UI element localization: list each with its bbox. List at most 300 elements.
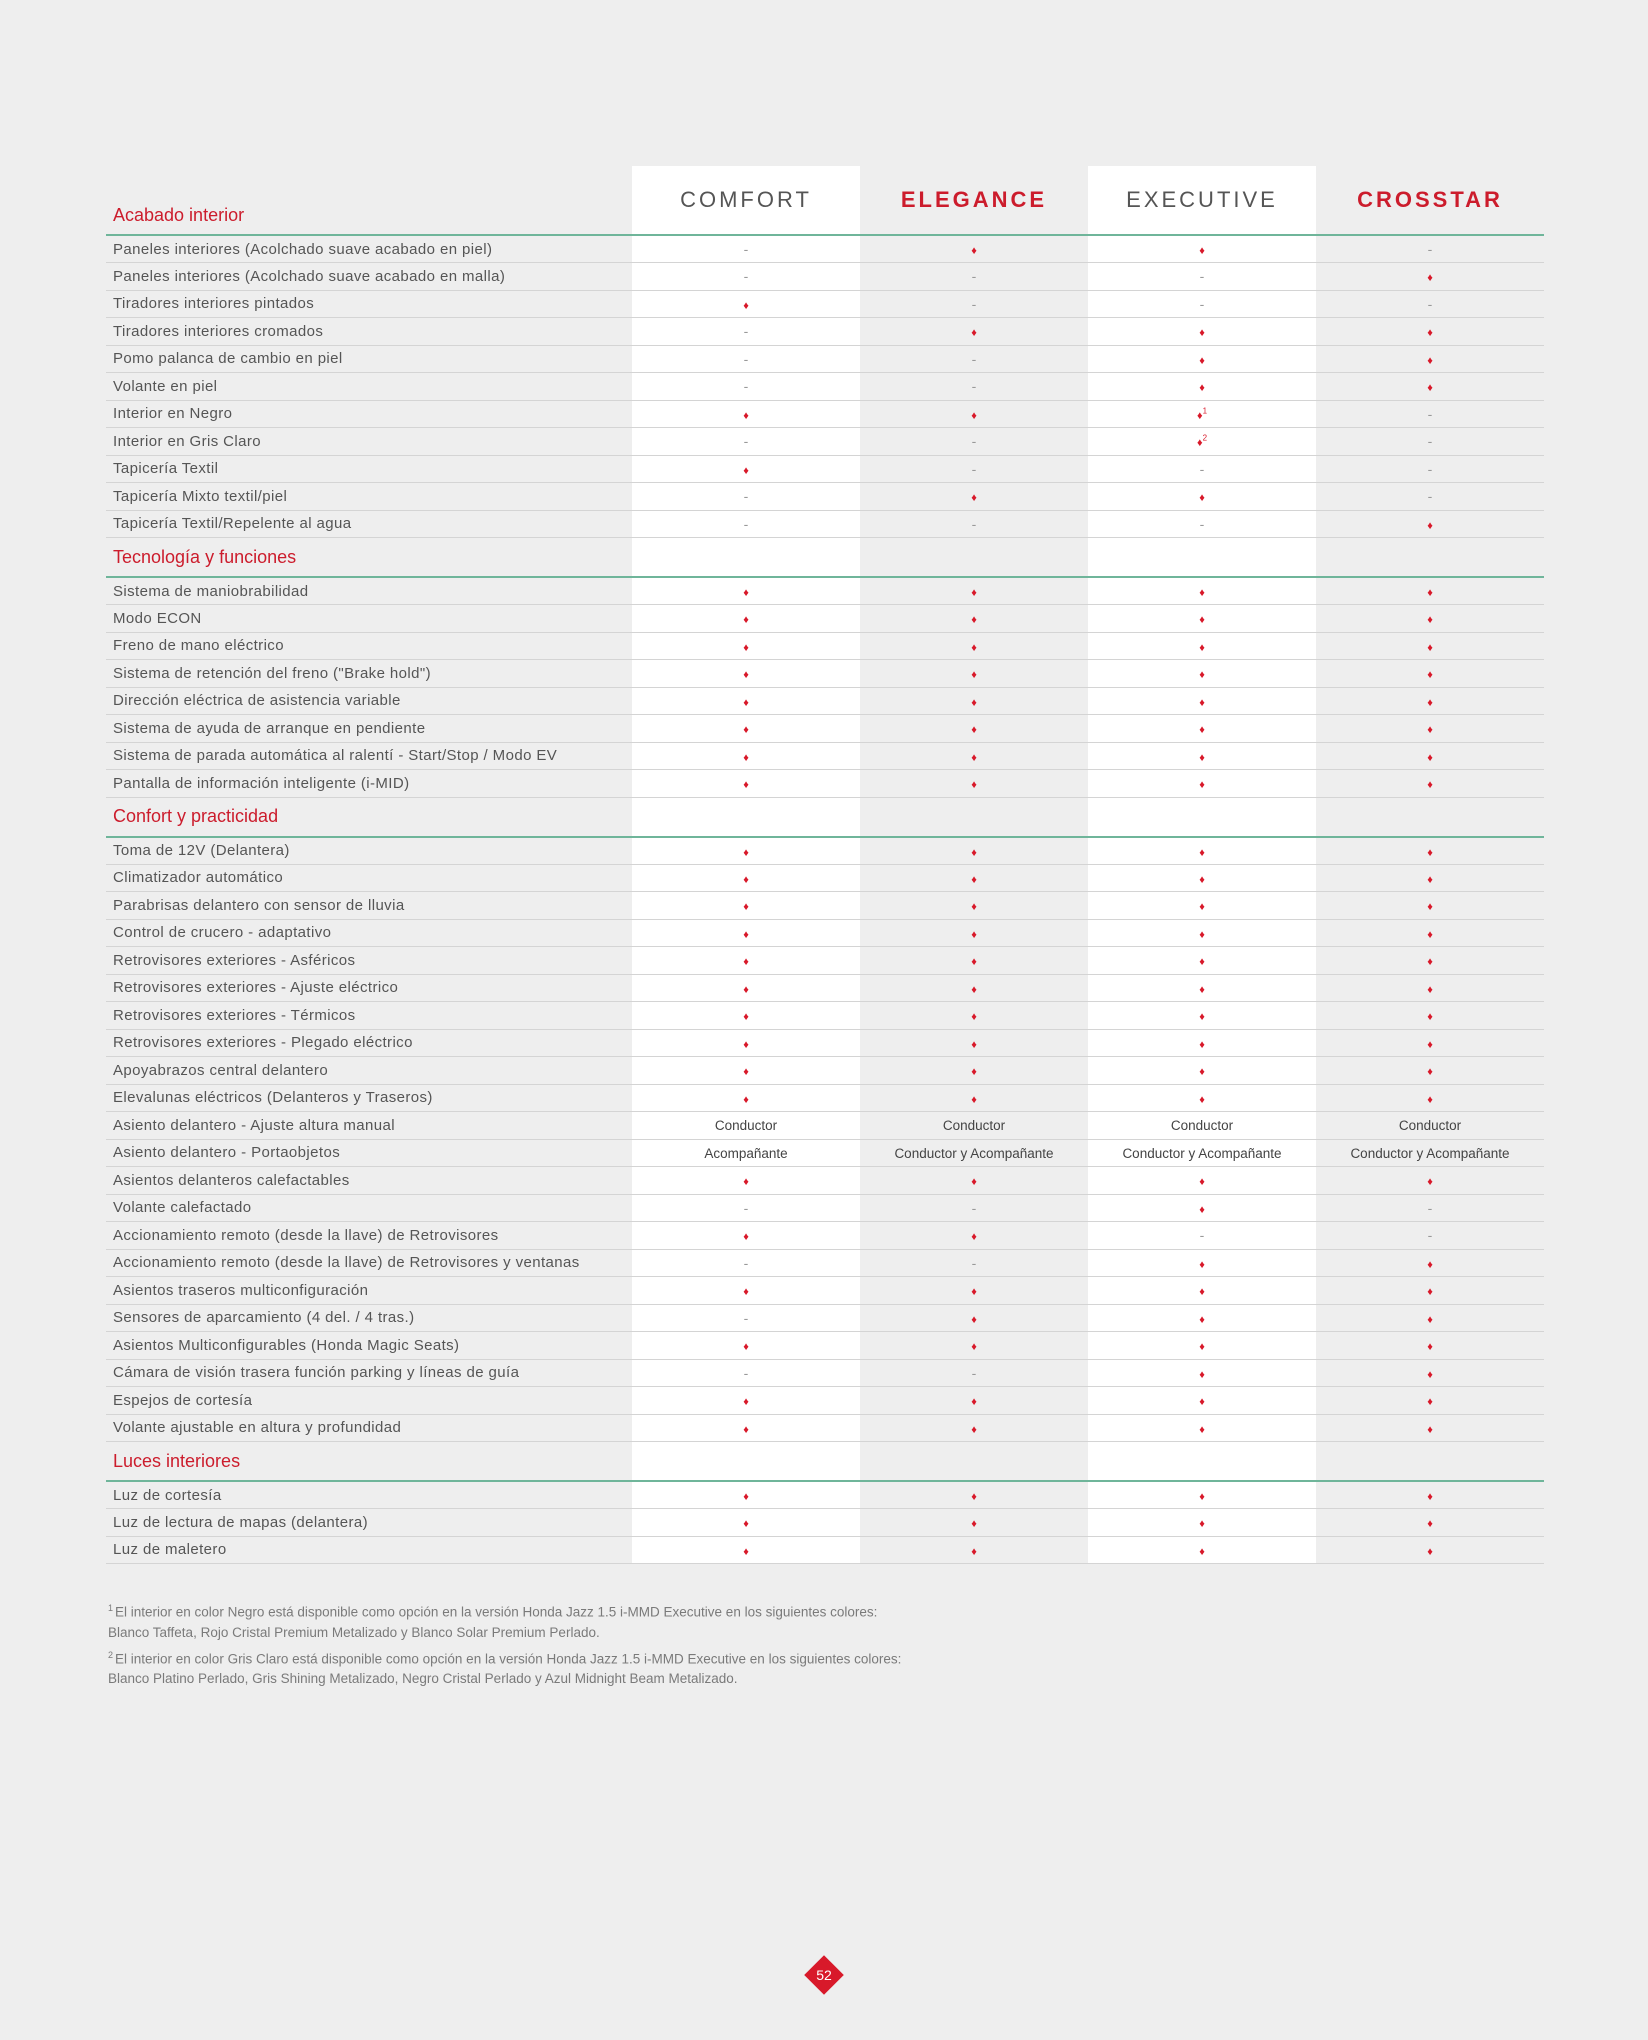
value-cell-comfort — [632, 577, 860, 605]
value-cell-crosstar — [1316, 1414, 1544, 1442]
standard-diamond-icon: ♦ — [971, 1176, 977, 1189]
value-cell-comfort — [632, 1167, 860, 1195]
value-cell-comfort — [632, 1536, 860, 1564]
table-row — [106, 1304, 1544, 1332]
standard-diamond-icon: ♦ — [1196, 409, 1203, 422]
value-cell-executive — [1088, 715, 1316, 743]
standard-diamond-icon: ♦ — [743, 956, 749, 969]
standard-diamond-icon: ♦ — [743, 1545, 749, 1558]
value-cell-comfort — [632, 1112, 860, 1140]
value-cell-executive — [1088, 1332, 1316, 1360]
standard-diamond-icon: ♦ — [743, 1491, 749, 1503]
value-cell-crosstar — [1316, 373, 1544, 401]
feature-label: Retrovisores exteriores - Ajuste eléctrico — [113, 979, 399, 997]
value-cell-crosstar — [1316, 605, 1544, 633]
not-available-dash: - — [743, 433, 749, 450]
footnote-line: Blanco Platino Perlado, Gris Shining Metalizado, Negro Cristal Perlado y Azul Midnight Beam Metalizado. — [108, 1671, 738, 1686]
standard-diamond-icon: ♦ — [743, 299, 749, 312]
value-text: Conductor — [942, 1118, 1006, 1134]
not-available-dash: - — [743, 1309, 749, 1326]
table-row — [106, 1481, 1544, 1509]
value-cell-crosstar — [1316, 1112, 1544, 1140]
value-cell-comfort — [632, 864, 860, 892]
feature-label: Luz de cortesía — [113, 1486, 222, 1504]
standard-diamond-icon: ♦ — [1199, 846, 1205, 859]
standard-diamond-icon: ♦ — [1199, 641, 1205, 654]
feature-label: Asiento delantero - Ajuste altura manual — [113, 1116, 395, 1134]
not-available-dash: - — [743, 1199, 749, 1216]
value-cell-comfort — [632, 263, 860, 291]
section-spacer-cell — [1316, 797, 1544, 837]
table-row — [106, 1167, 1544, 1195]
value-cell-crosstar — [1316, 632, 1544, 660]
not-available-dash: - — [971, 295, 977, 312]
value-cell-elegance — [860, 1481, 1088, 1509]
value-cell-comfort — [632, 1139, 860, 1167]
value-cell-elegance — [860, 742, 1088, 770]
table-row — [106, 1002, 1544, 1030]
standard-diamond-icon: ♦ — [1427, 1093, 1433, 1106]
value-text: Acompañante — [704, 1145, 788, 1161]
value-cell-crosstar — [1316, 919, 1544, 947]
value-cell-executive — [1088, 577, 1316, 605]
table-row — [106, 1057, 1544, 1085]
section-spacer-cell — [1316, 1442, 1544, 1482]
feature-label: Asientos Multiconfigurables (Honda Magic Seats) — [113, 1336, 460, 1354]
table-row — [106, 605, 1544, 633]
standard-diamond-icon: ♦ — [743, 409, 749, 422]
value-cell-crosstar — [1316, 483, 1544, 511]
value-cell-elegance — [860, 1536, 1088, 1564]
value-cell-comfort — [632, 919, 860, 947]
not-available-dash: - — [971, 350, 977, 367]
standard-diamond-icon: ♦ — [743, 901, 749, 914]
standard-diamond-icon: ♦ — [1427, 1396, 1433, 1409]
standard-diamond-icon: ♦ — [1427, 1313, 1433, 1326]
feature-label: Sistema de parada automática al ralentí - Start/Stop / Modo EV — [113, 747, 558, 765]
value-cell-executive — [1088, 235, 1316, 263]
value-cell-executive — [1088, 864, 1316, 892]
section-title: Luces interiores — [113, 1450, 241, 1471]
value-cell-elegance — [860, 1304, 1088, 1332]
table-row — [106, 577, 1544, 605]
not-available-dash: - — [971, 433, 977, 450]
not-available-dash: - — [1427, 460, 1433, 477]
standard-diamond-icon: ♦ — [743, 464, 749, 477]
value-cell-elegance — [860, 605, 1088, 633]
value-cell-executive — [1088, 1414, 1316, 1442]
value-cell-comfort — [632, 742, 860, 770]
table-row — [106, 687, 1544, 715]
section-spacer-cell — [1088, 797, 1316, 837]
standard-diamond-icon: ♦ — [971, 587, 977, 599]
value-cell-crosstar — [1316, 455, 1544, 483]
standard-diamond-icon: ♦ — [1427, 846, 1433, 859]
feature-label: Paneles interiores (Acolchado suave acabado en malla) — [113, 267, 506, 285]
standard-diamond-icon: ♦ — [1199, 1396, 1205, 1409]
standard-diamond-icon: ♦ — [1427, 1176, 1433, 1189]
value-cell-crosstar — [1316, 263, 1544, 291]
feature-label: Control de crucero - adaptativo — [113, 924, 332, 942]
value-cell-executive — [1088, 483, 1316, 511]
table-row — [106, 892, 1544, 920]
not-available-dash: - — [743, 488, 749, 505]
standard-diamond-icon: ♦ — [971, 409, 977, 422]
value-cell-executive — [1088, 947, 1316, 975]
table-row — [106, 1509, 1544, 1537]
value-cell-crosstar — [1316, 1057, 1544, 1085]
section-spacer-cell — [1088, 538, 1316, 578]
value-cell-crosstar — [1316, 1536, 1544, 1564]
table-row — [106, 1222, 1544, 1250]
feature-label: Tiradores interiores cromados — [113, 322, 324, 340]
standard-diamond-icon: ♦ — [1199, 696, 1205, 709]
value-cell-executive — [1088, 1139, 1316, 1167]
footnote-mark: 1 — [108, 1603, 114, 1613]
section-header-row — [106, 166, 1544, 235]
standard-diamond-icon: ♦ — [1199, 1093, 1205, 1106]
standard-diamond-icon: ♦ — [1199, 327, 1205, 340]
feature-label: Asientos delanteros calefactables — [113, 1171, 350, 1189]
table-row — [106, 947, 1544, 975]
trim-header-crosstar: CROSSTAR — [1316, 166, 1544, 235]
value-cell-crosstar — [1316, 947, 1544, 975]
value-cell-comfort — [632, 1387, 860, 1415]
standard-diamond-icon: ♦ — [971, 492, 977, 505]
feature-label: Accionamiento remoto (desde la llave) de Retrovisores y ventanas — [113, 1254, 580, 1272]
value-cell-executive — [1088, 1167, 1316, 1195]
standard-diamond-icon: ♦ — [1427, 1258, 1433, 1271]
standard-diamond-icon: ♦ — [1427, 779, 1433, 792]
value-cell-comfort — [632, 974, 860, 1002]
standard-diamond-icon: ♦ — [971, 873, 977, 886]
standard-diamond-icon: ♦ — [971, 1518, 977, 1531]
standard-diamond-icon: ♦ — [743, 1066, 749, 1079]
feature-label: Sensores de aparcamiento (4 del. / 4 tras.) — [113, 1309, 415, 1327]
value-cell-crosstar — [1316, 864, 1544, 892]
footnotes — [108, 1598, 1208, 1691]
standard-diamond-icon: ♦ — [1199, 724, 1205, 737]
table-row — [106, 290, 1544, 318]
table-row — [106, 770, 1544, 798]
value-cell-executive — [1088, 345, 1316, 373]
feature-label: Sistema de retención del freno ("Brake hold") — [113, 664, 431, 682]
value-cell-comfort — [632, 318, 860, 346]
value-cell-comfort — [632, 235, 860, 263]
feature-label: Apoyabrazos central delantero — [113, 1061, 329, 1079]
feature-label: Cámara de visión trasera función parking y líneas de guía — [113, 1364, 520, 1382]
standard-diamond-icon: ♦ — [971, 696, 977, 709]
standard-diamond-icon: ♦ — [1199, 873, 1205, 886]
footnote-line: El interior en color Negro está disponible como opción en la versión Honda Jazz 1.5 i-MMD Executive en los siguientes colores: — [115, 1604, 878, 1620]
standard-diamond-icon: ♦ — [971, 1545, 977, 1558]
value-cell-elegance — [860, 919, 1088, 947]
standard-diamond-icon: ♦ — [1199, 1545, 1205, 1558]
value-cell-crosstar — [1316, 837, 1544, 865]
standard-diamond-icon: ♦ — [1427, 873, 1433, 886]
standard-diamond-icon: ♦ — [971, 1313, 977, 1326]
standard-diamond-icon: ♦ — [743, 1518, 749, 1531]
standard-diamond-icon: ♦ — [1199, 1423, 1205, 1436]
section-spacer-cell — [860, 538, 1088, 578]
standard-diamond-icon: ♦ — [1199, 614, 1205, 627]
standard-diamond-icon: ♦ — [743, 641, 749, 654]
feature-label: Parabrisas delantero con sensor de lluvia — [113, 896, 405, 914]
feature-label: Accionamiento remoto (desde la llave) de Retrovisores — [113, 1226, 499, 1244]
section-spacer-cell — [1088, 1442, 1316, 1482]
standard-diamond-icon: ♦ — [743, 751, 749, 764]
value-cell-executive — [1088, 1002, 1316, 1030]
table-row — [106, 400, 1544, 428]
value-cell-elegance — [860, 1167, 1088, 1195]
not-available-dash: - — [743, 241, 749, 257]
value-cell-comfort — [632, 605, 860, 633]
value-cell-crosstar — [1316, 1387, 1544, 1415]
not-available-dash: - — [1427, 1227, 1433, 1244]
standard-diamond-icon: ♦ — [1199, 492, 1205, 505]
table-row — [106, 318, 1544, 346]
value-cell-comfort — [632, 1509, 860, 1537]
not-available-dash: - — [1199, 460, 1205, 477]
table-row — [106, 235, 1544, 263]
value-cell-comfort — [632, 837, 860, 865]
standard-diamond-icon: ♦ — [971, 1093, 977, 1106]
footnote-mark: 2 — [108, 1649, 114, 1660]
value-cell-comfort — [632, 1029, 860, 1057]
standard-diamond-icon: ♦ — [1427, 1341, 1433, 1354]
standard-diamond-icon: ♦ — [971, 901, 977, 914]
standard-diamond-icon: ♦ — [1427, 327, 1433, 340]
not-available-dash: - — [743, 323, 749, 340]
standard-diamond-icon: ♦ — [971, 245, 977, 257]
feature-label: Retrovisores exteriores - Térmicos — [113, 1006, 356, 1024]
standard-diamond-icon: ♦ — [743, 1396, 749, 1409]
standard-diamond-icon: ♦ — [971, 1038, 977, 1051]
standard-diamond-icon: ♦ — [971, 779, 977, 792]
not-available-dash: - — [1427, 1199, 1433, 1216]
standard-diamond-icon: ♦ — [971, 751, 977, 764]
not-available-dash: - — [971, 378, 977, 395]
value-cell-crosstar — [1316, 1359, 1544, 1387]
not-available-dash: - — [743, 515, 749, 532]
standard-diamond-icon: ♦ — [1427, 751, 1433, 764]
standard-diamond-icon: ♦ — [743, 928, 749, 941]
table-row — [106, 373, 1544, 401]
table-row — [106, 1359, 1544, 1387]
value-cell-elegance — [860, 318, 1088, 346]
value-cell-comfort — [632, 1002, 860, 1030]
value-text: Conductor y Acompañante — [1122, 1145, 1282, 1161]
value-cell-comfort — [632, 510, 860, 538]
value-cell-elegance — [860, 947, 1088, 975]
value-cell-executive — [1088, 263, 1316, 291]
value-cell-executive — [1088, 428, 1316, 456]
value-text: Conductor — [714, 1118, 778, 1134]
feature-label: Espejos de cortesía — [113, 1391, 253, 1409]
not-available-dash: - — [1199, 268, 1205, 285]
value-cell-crosstar — [1316, 577, 1544, 605]
value-text: Conductor — [1398, 1118, 1462, 1134]
standard-diamond-icon: ♦ — [1199, 779, 1205, 792]
standard-diamond-icon: ♦ — [971, 327, 977, 340]
feature-label: Volante ajustable en altura y profundidad — [113, 1419, 402, 1437]
table-row — [106, 510, 1544, 538]
feature-label: Volante calefactado — [113, 1199, 252, 1217]
feature-label: Paneles interiores (Acolchado suave acabado en piel) — [113, 240, 493, 258]
standard-diamond-icon: ♦ — [1427, 1423, 1433, 1436]
value-cell-comfort — [632, 428, 860, 456]
standard-diamond-icon: ♦ — [1427, 587, 1433, 599]
value-cell-crosstar — [1316, 1304, 1544, 1332]
not-available-dash: - — [1427, 241, 1433, 257]
value-cell-elegance — [860, 1332, 1088, 1360]
value-cell-elegance — [860, 864, 1088, 892]
feature-label: Retrovisores exteriores - Plegado eléctrico — [113, 1034, 413, 1052]
feature-label: Asientos traseros multiconfiguración — [113, 1281, 369, 1299]
value-text: Conductor y Acompañante — [894, 1145, 1054, 1161]
feature-label: Pantalla de información inteligente (i-MID) — [113, 774, 410, 792]
section-spacer-cell — [860, 797, 1088, 837]
trim-header-elegance: ELEGANCE — [860, 166, 1088, 235]
value-cell-comfort — [632, 1414, 860, 1442]
value-cell-crosstar — [1316, 428, 1544, 456]
standard-diamond-icon: ♦ — [1199, 1368, 1205, 1381]
value-cell-comfort — [632, 1084, 860, 1112]
value-cell-elegance — [860, 400, 1088, 428]
table-row — [106, 632, 1544, 660]
value-cell-elegance — [860, 1084, 1088, 1112]
feature-label: Climatizador automático — [113, 869, 284, 887]
value-cell-elegance — [860, 483, 1088, 511]
table-row — [106, 428, 1544, 456]
section-spacer-cell — [1316, 538, 1544, 578]
standard-diamond-icon: ♦ — [971, 846, 977, 859]
value-cell-elegance — [860, 1029, 1088, 1057]
value-cell-elegance — [860, 510, 1088, 538]
value-cell-crosstar — [1316, 715, 1544, 743]
standard-diamond-icon: ♦ — [1199, 1286, 1205, 1299]
value-cell-elegance — [860, 837, 1088, 865]
value-cell-elegance — [860, 715, 1088, 743]
value-cell-comfort — [632, 660, 860, 688]
spec-table — [106, 166, 1544, 1564]
standard-diamond-icon: ♦ — [1427, 1518, 1433, 1531]
value-cell-comfort — [632, 1057, 860, 1085]
value-cell-executive — [1088, 318, 1316, 346]
value-cell-executive — [1088, 1481, 1316, 1509]
feature-label: Tapicería Textil/Repelente al agua — [113, 515, 352, 533]
not-available-dash: - — [1427, 433, 1433, 450]
value-cell-executive — [1088, 1029, 1316, 1057]
table-row — [106, 864, 1544, 892]
value-cell-elegance — [860, 1139, 1088, 1167]
value-cell-elegance — [860, 1194, 1088, 1222]
standard-diamond-icon: ♦ — [1427, 382, 1433, 395]
standard-diamond-icon: ♦ — [1199, 1518, 1205, 1531]
feature-label: Elevalunas eléctricos (Delanteros y Traseros) — [113, 1089, 433, 1107]
value-cell-executive — [1088, 770, 1316, 798]
standard-diamond-icon: ♦ — [1427, 1286, 1433, 1299]
standard-diamond-icon: ♦ — [1199, 1258, 1205, 1271]
not-available-dash: - — [971, 1364, 977, 1381]
not-available-dash: - — [1199, 295, 1205, 312]
value-cell-comfort — [632, 1277, 860, 1305]
section-spacer-cell — [860, 1442, 1088, 1482]
value-cell-crosstar — [1316, 687, 1544, 715]
standard-diamond-icon: ♦ — [743, 779, 749, 792]
standard-diamond-icon: ♦ — [971, 956, 977, 969]
value-cell-executive — [1088, 660, 1316, 688]
feature-label: Freno de mano eléctrico — [113, 637, 284, 655]
standard-diamond-icon: ♦ — [1427, 1066, 1433, 1079]
feature-label: Retrovisores exteriores - Asféricos — [113, 951, 356, 969]
feature-label: Interior en Gris Claro — [113, 432, 262, 450]
standard-diamond-icon: ♦ — [1199, 1203, 1205, 1216]
not-available-dash: - — [743, 378, 749, 395]
standard-diamond-icon: ♦ — [971, 614, 977, 627]
table-row — [106, 742, 1544, 770]
not-available-dash: - — [1427, 405, 1433, 422]
not-available-dash: - — [971, 1199, 977, 1216]
table-row — [106, 1249, 1544, 1277]
value-cell-comfort — [632, 373, 860, 401]
standard-diamond-icon: ♦ — [1199, 1341, 1205, 1354]
standard-diamond-icon: ♦ — [743, 696, 749, 709]
not-available-dash: - — [971, 268, 977, 285]
value-cell-executive — [1088, 1509, 1316, 1537]
standard-diamond-icon: ♦ — [1199, 956, 1205, 969]
value-cell-crosstar — [1316, 1509, 1544, 1537]
standard-diamond-icon: ♦ — [971, 724, 977, 737]
standard-diamond-icon: ♦ — [1199, 354, 1205, 367]
standard-diamond-icon: ♦ — [1427, 1038, 1433, 1051]
standard-diamond-icon: ♦ — [1199, 1066, 1205, 1079]
value-cell-comfort — [632, 1481, 860, 1509]
not-available-dash: - — [1427, 295, 1433, 312]
value-cell-executive — [1088, 1304, 1316, 1332]
standard-diamond-icon: ♦ — [971, 983, 977, 996]
table-row — [106, 660, 1544, 688]
standard-diamond-icon: ♦ — [743, 1341, 749, 1354]
value-cell-elegance — [860, 1002, 1088, 1030]
value-cell-elegance — [860, 1509, 1088, 1537]
standard-diamond-icon: ♦ — [743, 1176, 749, 1189]
value-cell-elegance — [860, 1414, 1088, 1442]
not-available-dash: - — [1199, 1227, 1205, 1244]
standard-diamond-icon: ♦ — [1199, 1038, 1205, 1051]
value-cell-executive — [1088, 919, 1316, 947]
standard-diamond-icon: ♦ — [1427, 901, 1433, 914]
value-cell-elegance — [860, 345, 1088, 373]
section-header-row — [106, 538, 1544, 578]
value-cell-elegance — [860, 660, 1088, 688]
not-available-dash: - — [971, 460, 977, 477]
footnote-line: El interior en color Gris Claro está disponible como opción en la versión Honda Jazz 1.5 i-MMD Executive en los siguientes colores: — [115, 1651, 902, 1666]
standard-diamond-icon: ♦ — [1427, 1545, 1433, 1558]
standard-diamond-icon: ♦ — [1199, 983, 1205, 996]
table-row — [106, 1084, 1544, 1112]
table-row — [106, 1194, 1544, 1222]
value-cell-comfort — [632, 687, 860, 715]
feature-label: Pomo palanca de cambio en piel — [113, 350, 343, 368]
table-row — [106, 1387, 1544, 1415]
value-cell-crosstar — [1316, 742, 1544, 770]
table-row — [106, 919, 1544, 947]
value-cell-crosstar — [1316, 1222, 1544, 1250]
value-cell-executive — [1088, 455, 1316, 483]
value-cell-crosstar — [1316, 345, 1544, 373]
value-cell-executive — [1088, 400, 1316, 428]
